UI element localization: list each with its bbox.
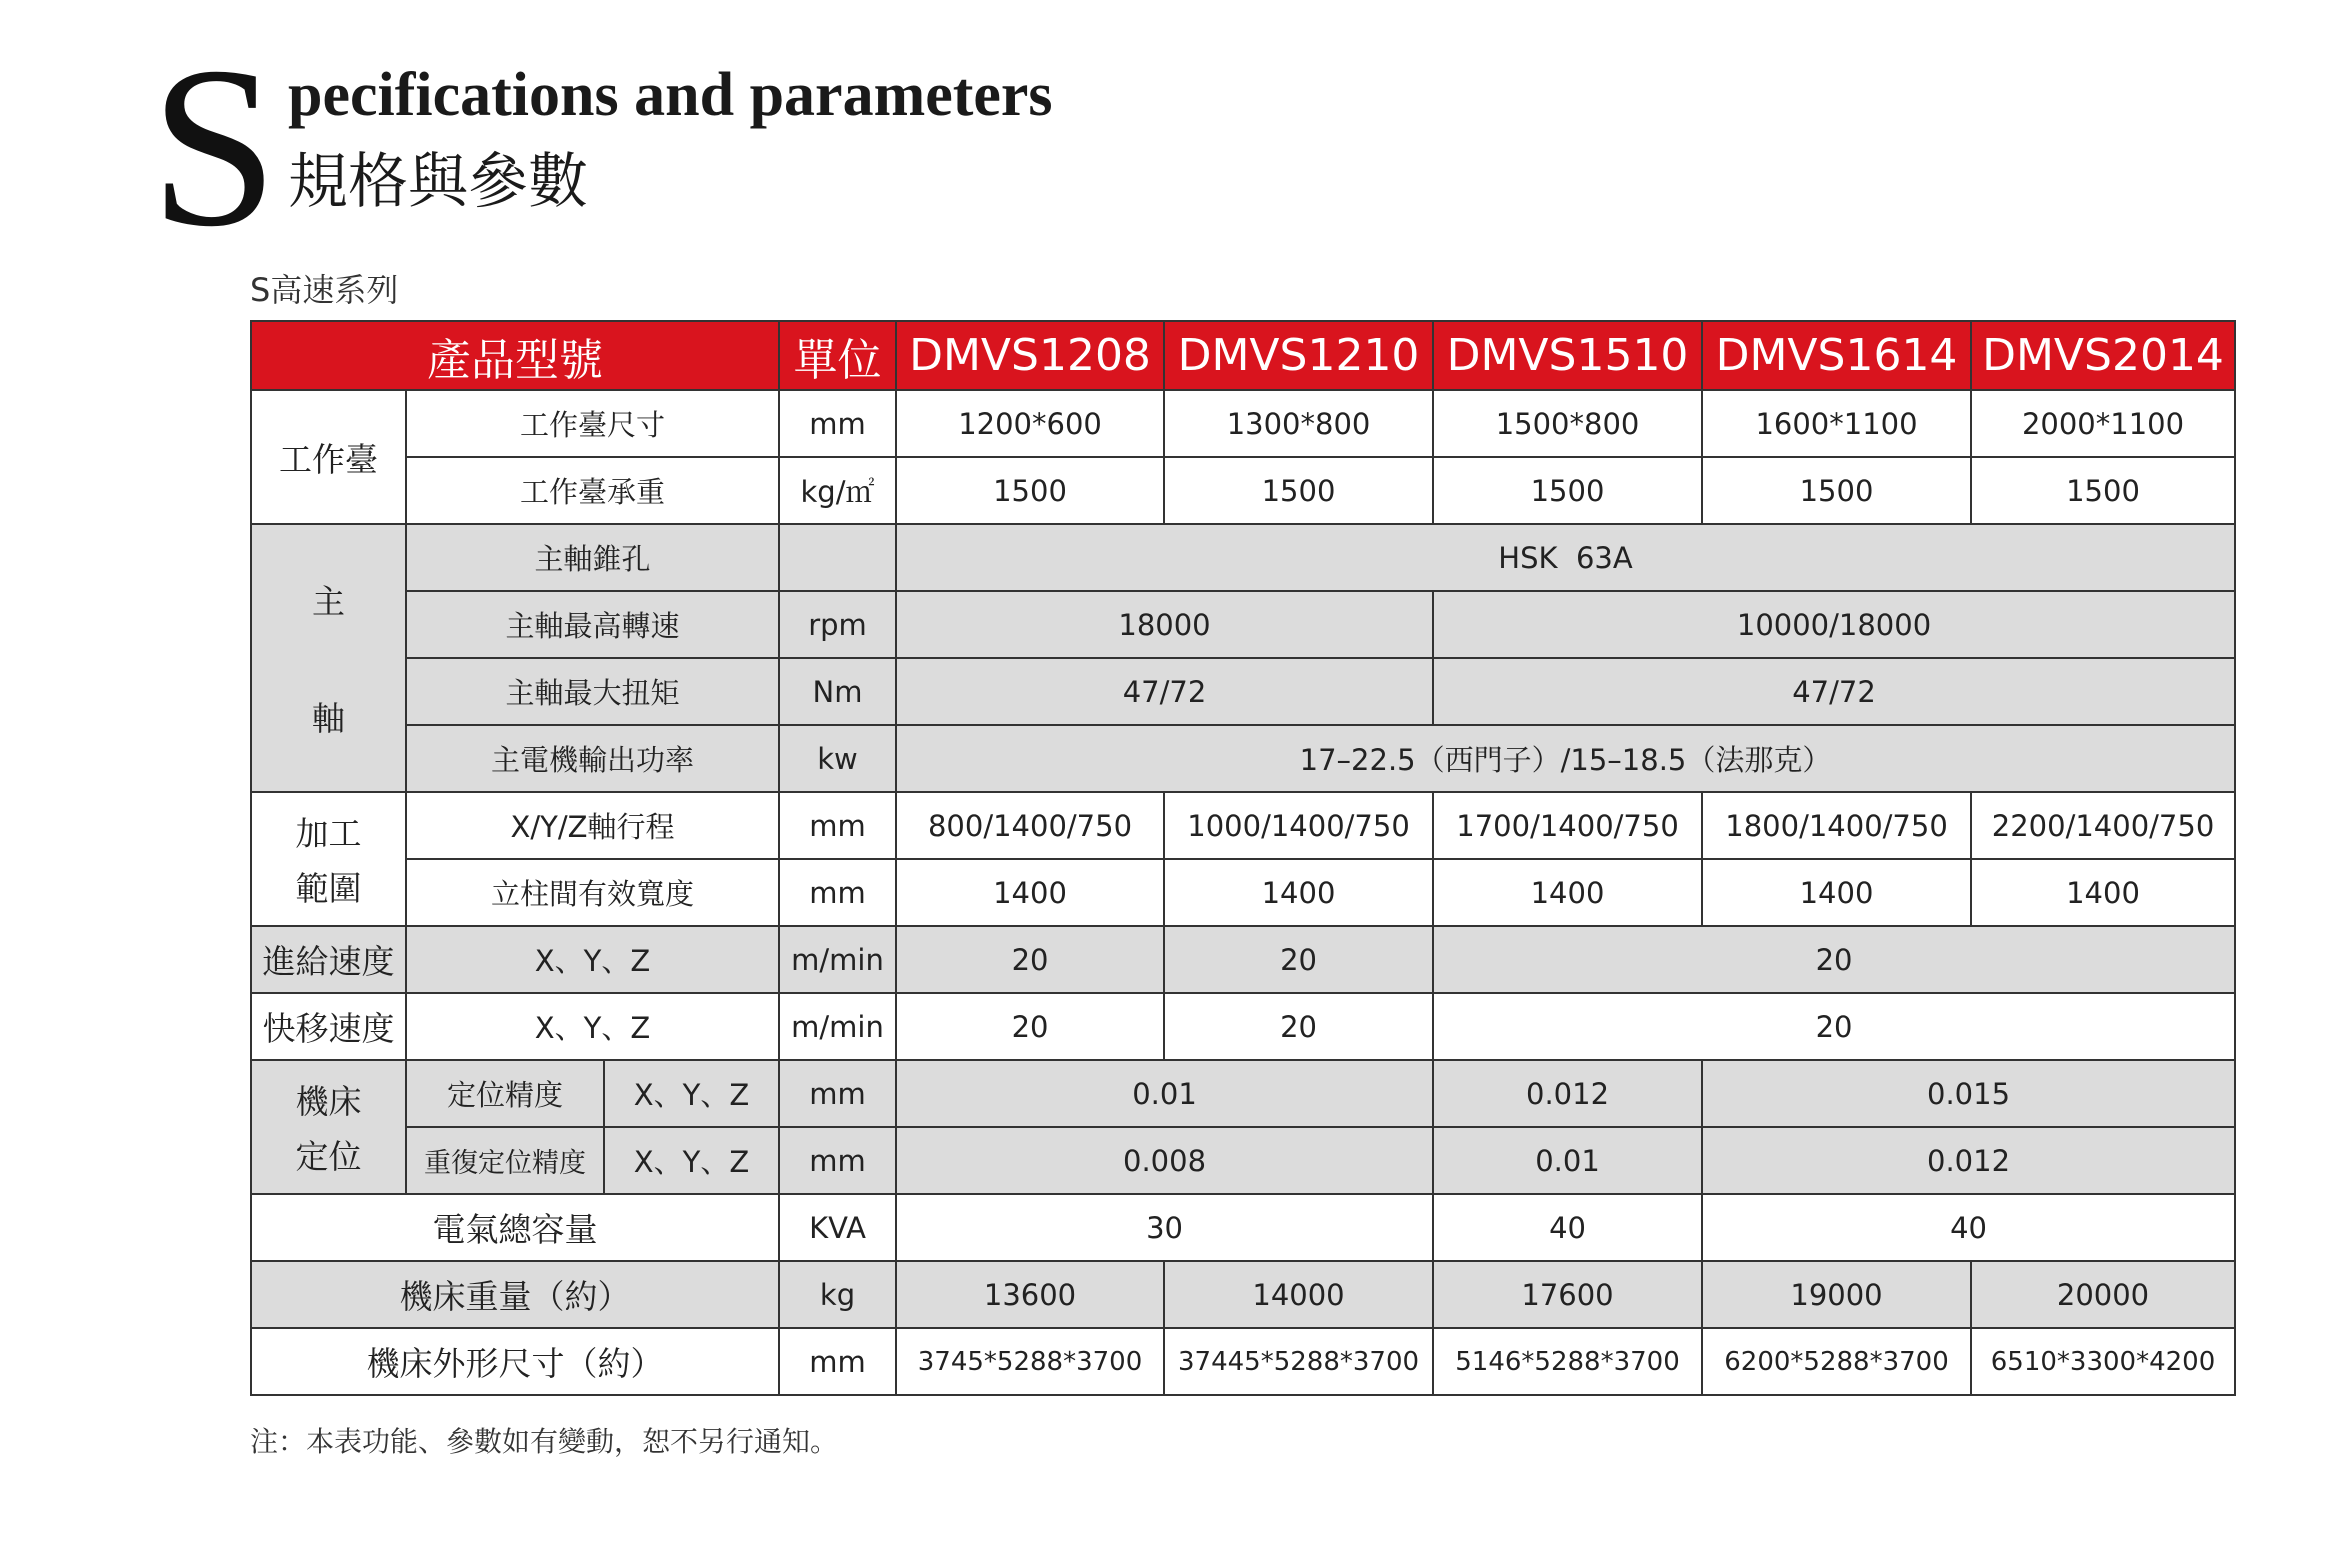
row-label: 重復定位精度 xyxy=(406,1127,604,1194)
table-cell: 0.01 xyxy=(896,1060,1433,1127)
table-cell: 0.012 xyxy=(1702,1127,2235,1194)
table-row xyxy=(251,591,2235,658)
group-travel-line2: 範圍 xyxy=(295,869,362,908)
row-axes: X、Y、Z xyxy=(604,1060,779,1127)
table-cell: 1400 xyxy=(1971,859,2235,926)
table-cell: 1400 xyxy=(896,859,1164,926)
table-cell: 47/72 xyxy=(896,658,1433,725)
group-accuracy-line1: 機床 xyxy=(295,1082,362,1121)
table-cell: 20 xyxy=(1164,993,1433,1060)
row-label: 主軸最高轉速 xyxy=(406,591,779,658)
row-unit xyxy=(779,524,896,591)
row-unit: mm xyxy=(779,1060,896,1127)
table-cell: 1500 xyxy=(1433,457,1702,524)
header-row xyxy=(251,321,2235,390)
row-unit: kw xyxy=(779,725,896,792)
table-cell: 6510*3300*4200 xyxy=(1971,1328,2235,1395)
row-label: X、Y、Z xyxy=(406,926,779,993)
row-label: 工作臺承重 xyxy=(406,457,779,524)
title-chinese: 規格與參數 xyxy=(288,147,588,217)
row-label: 主軸錐孔 xyxy=(406,524,779,591)
row-label: 工作臺尺寸 xyxy=(406,390,779,457)
table-row xyxy=(251,524,2235,591)
table-cell: 1400 xyxy=(1433,859,1702,926)
spec-table xyxy=(250,320,2236,1396)
table-row xyxy=(251,859,2235,926)
table-cell: 20 xyxy=(1433,926,2235,993)
table-cell: 5146*5288*3700 xyxy=(1433,1328,1702,1395)
row-label: 立柱間有效寬度 xyxy=(406,859,779,926)
title-initial: S xyxy=(150,19,278,274)
row-label: X/Y/Z軸行程 xyxy=(406,792,779,859)
table-cell: 1500 xyxy=(1971,457,2235,524)
header-model: DMVS1210 xyxy=(1164,321,1433,390)
table-cell: 1400 xyxy=(1164,859,1433,926)
table-cell: 30 xyxy=(896,1194,1433,1261)
table-cell: 1200*600 xyxy=(896,390,1164,457)
table-cell: 40 xyxy=(1433,1194,1702,1261)
group-travel-line1: 加工 xyxy=(295,814,362,853)
table-cell: 1500 xyxy=(896,457,1164,524)
group-worktable: 工作臺 xyxy=(251,390,406,524)
table-cell: 20 xyxy=(1433,993,2235,1060)
series-label: S高速系列 xyxy=(250,271,399,309)
footnote: 注：本表功能、參數如有變動，恕不另行通知。 xyxy=(250,1425,839,1458)
table-cell: 2200/1400/750 xyxy=(1971,792,2235,859)
table-cell: 1000/1400/750 xyxy=(1164,792,1433,859)
table-cell: 37445*5288*3700 xyxy=(1164,1328,1433,1395)
table-cell: 0.008 xyxy=(896,1127,1433,1194)
table-cell: 18000 xyxy=(896,591,1433,658)
group-spindle xyxy=(251,524,406,792)
table-row xyxy=(251,1127,2235,1194)
table-cell: 1300*800 xyxy=(1164,390,1433,457)
table-cell: 1500 xyxy=(1164,457,1433,524)
table-row xyxy=(251,1060,2235,1127)
table-cell: 20 xyxy=(1164,926,1433,993)
table-cell: 17600 xyxy=(1433,1261,1702,1328)
group-accuracy xyxy=(251,1060,406,1194)
row-axes: X、Y、Z xyxy=(604,1127,779,1194)
group-accuracy-line2: 定位 xyxy=(295,1137,362,1176)
row-label: 機床重量（約） xyxy=(251,1261,779,1328)
table-row xyxy=(251,792,2235,859)
table-cell: HSK 63A xyxy=(896,524,2235,591)
table-row xyxy=(251,457,2235,524)
row-unit: kg xyxy=(779,1261,896,1328)
table-cell: 40 xyxy=(1702,1194,2235,1261)
table-cell: 14000 xyxy=(1164,1261,1433,1328)
row-label: 主電機輸出功率 xyxy=(406,725,779,792)
header-model: DMVS2014 xyxy=(1971,321,2235,390)
table-cell: 2000*1100 xyxy=(1971,390,2235,457)
row-unit: rpm xyxy=(779,591,896,658)
row-label: 電氣總容量 xyxy=(251,1194,779,1261)
row-unit: KVA xyxy=(779,1194,896,1261)
table-row xyxy=(251,725,2235,792)
title-english: pecifications and parameters xyxy=(288,61,1053,129)
table-cell: 0.015 xyxy=(1702,1060,2235,1127)
table-row xyxy=(251,1328,2235,1395)
table-cell: 0.012 xyxy=(1433,1060,1702,1127)
table-cell: 1500*800 xyxy=(1433,390,1702,457)
table-cell: 800/1400/750 xyxy=(896,792,1164,859)
header-model: DMVS1208 xyxy=(896,321,1164,390)
row-label: 主軸最大扭矩 xyxy=(406,658,779,725)
group-spindle-line2: 軸 xyxy=(312,699,345,738)
row-label: 定位精度 xyxy=(406,1060,604,1127)
group-rapid: 快移速度 xyxy=(251,993,406,1060)
table-cell: 19000 xyxy=(1702,1261,1971,1328)
table-cell: 10000/18000 xyxy=(1433,591,2235,658)
table-cell: 3745*5288*3700 xyxy=(896,1328,1164,1395)
table-cell: 0.01 xyxy=(1433,1127,1702,1194)
header-model: DMVS1510 xyxy=(1433,321,1702,390)
header-product: 產品型號 xyxy=(251,321,779,390)
table-cell: 20 xyxy=(896,926,1164,993)
table-row xyxy=(251,1261,2235,1328)
row-label: 機床外形尺寸（約） xyxy=(251,1328,779,1395)
row-unit: kg/㎡ xyxy=(779,457,896,524)
table-cell: 20000 xyxy=(1971,1261,2235,1328)
group-feed: 進給速度 xyxy=(251,926,406,993)
row-unit: mm xyxy=(779,1328,896,1395)
page-header xyxy=(150,19,1150,274)
table-cell: 17–22.5（西門子）/15–18.5（法那克） xyxy=(896,725,2235,792)
table-cell: 1800/1400/750 xyxy=(1702,792,1971,859)
group-spindle-line1: 主 xyxy=(312,582,345,621)
row-unit: mm xyxy=(779,859,896,926)
row-unit: mm xyxy=(779,1127,896,1194)
table-row xyxy=(251,1194,2235,1261)
row-unit: m/min xyxy=(779,993,896,1060)
group-travel xyxy=(251,792,406,926)
table-cell: 13600 xyxy=(896,1261,1164,1328)
row-unit: mm xyxy=(779,390,896,457)
table-cell: 1400 xyxy=(1702,859,1971,926)
table-row xyxy=(251,993,2235,1060)
table-cell: 6200*5288*3700 xyxy=(1702,1328,1971,1395)
row-unit: mm xyxy=(779,792,896,859)
row-label: X、Y、Z xyxy=(406,993,779,1060)
table-cell: 1700/1400/750 xyxy=(1433,792,1702,859)
table-cell: 20 xyxy=(896,993,1164,1060)
table-cell: 47/72 xyxy=(1433,658,2235,725)
row-unit: m/min xyxy=(779,926,896,993)
table-row xyxy=(251,926,2235,993)
row-unit: Nm xyxy=(779,658,896,725)
table-cell: 1600*1100 xyxy=(1702,390,1971,457)
header-unit: 單位 xyxy=(779,321,896,390)
table-cell: 1500 xyxy=(1702,457,1971,524)
header-model: DMVS1614 xyxy=(1702,321,1971,390)
table-row xyxy=(251,658,2235,725)
table-row xyxy=(251,390,2235,457)
